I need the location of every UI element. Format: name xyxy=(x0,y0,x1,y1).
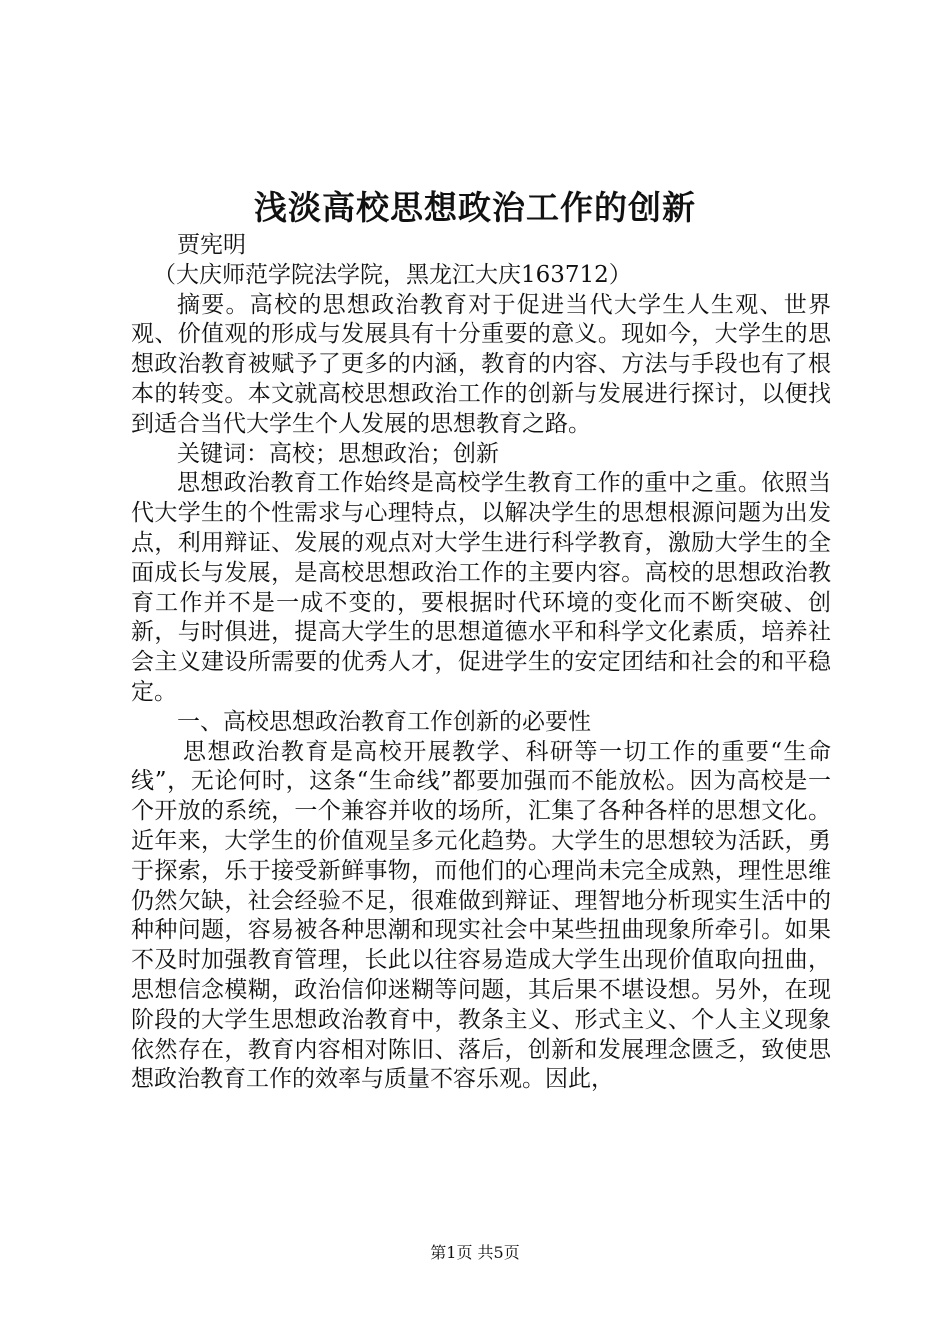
author-name: 贾宪明 xyxy=(177,232,246,258)
section-heading: 一、高校思想政治教育工作创新的必要性 xyxy=(177,708,591,735)
keywords-line: 关键词：高校；思想政治；创新 xyxy=(177,440,499,467)
document-body xyxy=(131,231,831,1095)
author-affiliation: （大庆师范学院法学院，黑龙江大庆163712） xyxy=(153,261,632,288)
page-number-footer: 第1页 共5页 xyxy=(430,1243,520,1262)
body-paragraph: 思想政治教育工作始终是高校学生教育工作的重中之重。依照当代大学生的个性需求与心理特点，以解决学生的思想根源问题为出发点，利用辩证、发展的观点对大学生进行科学教育，激励大学生的全面成长与发展，是高校思想政治工作的主要内容。高校的思想政治教育工作并不是一成不变的，要根据时代环境的变化而不断突破、创新，与时俱进，提高大学生的思想道德水平和科学文化素质，培养社会主义建设所需要的优秀人才，促进学生的安定团结和社会的和平稳定。 xyxy=(131,470,831,705)
document-title: 浅淡高校思想政治工作的创新 xyxy=(254,188,696,227)
body-paragraph: 思想政治教育是高校开展教学、科研等一切工作的重要“生命线”，无论何时，这条“生命线”都要加强而不能放松。因为高校是一个开放的系统，一个兼容并收的场所，汇集了各种各样的思想文化。近年来，大学生的价值观呈多元化趋势。大学生的思想较为活跃，勇于探索，乐于接受新鲜事物，而他们的心理尚未完全成熟，理性思维仍然欠缺，社会经验不足，很难做到辩证、理智地分析现实生活中的种种问题，容易被各种思潮和现实社会中某些扭曲现象所牵引。如果不及时加强教育管理，长此以往容易造成大学生出现价值取向扭曲，思想信念模糊，政治信仰迷糊等问题，其后果不堪设想。另外，在现阶段的大学生思想政治教育中，教条主义、形式主义、个人主义现象依然存在，教育内容相对陈旧、落后，创新和发展理念匮乏，致使思想政治教育工作的效率与质量不容乐观。因此， xyxy=(131,738,831,1093)
abstract-paragraph: 摘要。高校的思想政治教育对于促进当代大学生人生观、世界观、价值观的形成与发展具有十分重要的意义。现如今，大学生的思想政治教育被赋予了更多的内涵，教育的内容、方法与手段也有了根本的转变。本文就高校思想政治工作的创新与发展进行探讨，以便找到适合当代大学生个人发展的思想教育之路。 xyxy=(131,291,831,437)
